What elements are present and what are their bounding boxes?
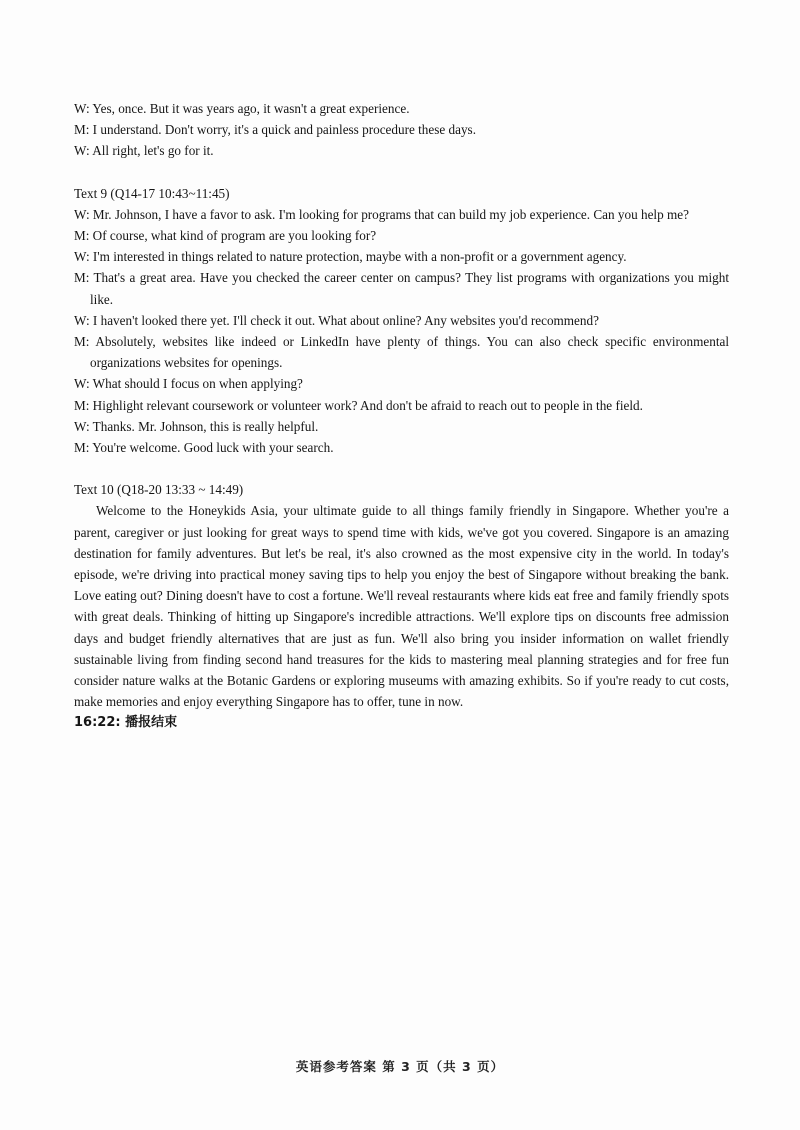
dialogue-line: W: Thanks. Mr. Johnson, this is really helpful.	[74, 418, 319, 434]
page-footer: 英语参考答案 第 3 页（共 3 页）	[295, 1059, 505, 1074]
transcript-body	[74, 98, 729, 734]
text10-heading: Text 10 (Q18-20 13:33 ~ 14:49)	[74, 482, 244, 498]
dialogue-line: W: All right, let's go for it.	[74, 143, 214, 159]
dialogue-line: M: You're welcome. Good luck with your search.	[74, 440, 334, 456]
dialogue-line: M: That's a great area. Have you checked the career center on campus? They list programs with organizations you might like.	[74, 270, 729, 307]
dialogue-line: W: I haven't looked there yet. I'll check it out. What about online? Any websites you'd recommend?	[74, 312, 599, 328]
dialogue-line: W: I'm interested in things related to nature protection, maybe with a non-profit or a government agency.	[74, 249, 627, 265]
text9-heading: Text 9 (Q14-17 10:43~11:45)	[74, 185, 230, 201]
dialogue-line: M: I understand. Don't worry, it's a quick and painless procedure these days.	[74, 122, 476, 138]
dialogue-line: M: Of course, what kind of program are you looking for?	[74, 228, 377, 244]
section-spacer	[74, 162, 729, 183]
dialogue-line: M: Highlight relevant coursework or volunteer work? And don't be afraid to reach out to people in the field.	[74, 397, 643, 413]
dialogue-line: M: Absolutely, websites like indeed or LinkedIn have plenty of things. You can also check specific environmental organizations websites for openings.	[74, 334, 729, 371]
monologue-paragraph: Welcome to the Honeykids Asia, your ultimate guide to all things family friendly in Singapore. Whether you're a parent, caregiver or just looking for great ways to spend time with kids, we've got you covered. Singapore is an amazing destination for family adventures. But let's be real, it's also crowned as the most expensive city in the world. In today's episode, we're driving into practical money saving tips to help you enjoy the best of Singapore without breaking the bank. Love eating out? Dining doesn't have to cost a fortune. We'll reveal restaurants where kids eat free and family friendly spots with great deals. Thinking of hitting up Singapore's incredible attractions. We'll explore tips on discounts free admission days and budget friendly alternatives that are just as fun. We'll also bring you insider information on wallet friendly sustainable living from finding second hand treasures for the kids to mastering meal planning strategies and for free fun consider nature walks at the Botanic Gardens or exploring museums with amazing exhibits. So if you're ready to cut costs, make memories and enjoy everything Singapore has to offer, tune in now.	[74, 503, 729, 710]
section-spacer	[74, 458, 729, 479]
dialogue-line: W: What should I focus on when applying?	[74, 376, 303, 392]
dialogue-line: W: Yes, once. But it was years ago, it wasn't a great experience.	[74, 101, 410, 116]
broadcast-end-line: 16:22: 播报结束	[74, 715, 178, 731]
dialogue-line: W: Mr. Johnson, I have a favor to ask. I'm looking for programs that can build my job experience. Can you help me?	[74, 206, 689, 222]
